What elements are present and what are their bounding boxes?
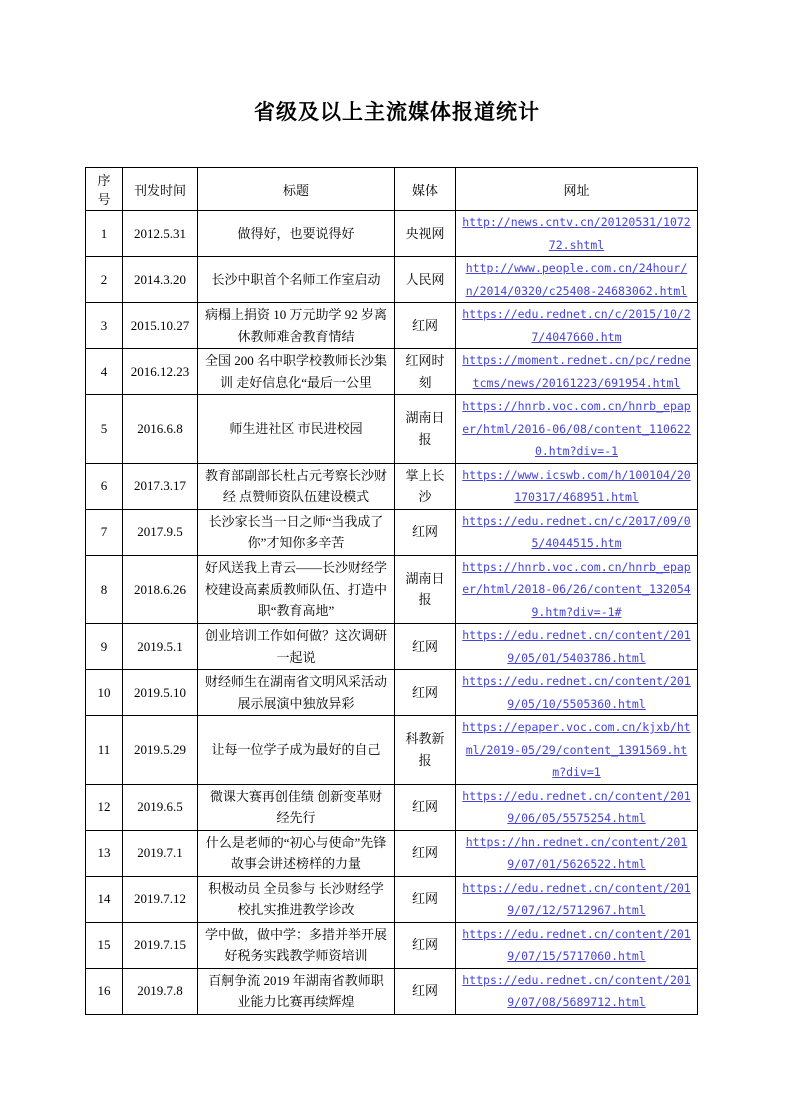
publish-date: 2016.6.8 — [137, 421, 183, 436]
article-link[interactable]: https://edu.rednet.cn/content/2019/05/01/5403786.html — [462, 628, 691, 665]
cell-media — [395, 463, 456, 509]
article-link[interactable]: https://www.icswb.com/h/100104/20170317/468951.html — [462, 467, 691, 504]
cell-media — [395, 968, 456, 1014]
cell-title — [198, 303, 395, 349]
table-row — [86, 349, 698, 395]
cell-index — [86, 555, 123, 624]
article-title: 什么是老师的“初心与使命”先锋故事会讲述榜样的力量 — [205, 834, 387, 871]
table-row — [86, 257, 698, 303]
row-index: 16 — [97, 983, 111, 999]
cell-index — [86, 784, 123, 830]
article-link[interactable]: https://edu.rednet.cn/content/2019/06/05/5575254.html — [462, 788, 691, 825]
cell-url — [456, 716, 698, 785]
row-index: 8 — [100, 581, 108, 597]
table-row — [86, 968, 698, 1014]
cell-media — [395, 830, 456, 876]
cell-url — [456, 670, 698, 716]
cell-index — [86, 968, 123, 1014]
cell-index — [86, 509, 123, 555]
article-link[interactable]: https://edu.rednet.cn/c/2017/09/05/4044515.htm — [462, 513, 691, 550]
article-title: 教育部副部长杜占元考察长沙财经 点赞师资队伍建设模式 — [204, 467, 387, 504]
media-name: 科教新报 — [405, 731, 445, 768]
col-header-media: 媒体 — [395, 168, 456, 211]
media-name: 红网 — [411, 799, 438, 815]
cell-media — [395, 876, 456, 922]
row-index: 12 — [97, 799, 111, 815]
cell-media — [395, 670, 456, 716]
cell-date — [123, 624, 198, 670]
row-index: 5 — [100, 421, 108, 436]
cell-url — [456, 968, 698, 1014]
row-index: 14 — [97, 891, 111, 907]
cell-url — [456, 211, 698, 257]
cell-title — [198, 830, 395, 876]
cell-date — [123, 968, 198, 1014]
publish-date: 2019.7.15 — [134, 937, 186, 953]
article-title: 百舸争流 2019 年湖南省教师职业能力比赛再续辉煌 — [208, 972, 384, 1009]
cell-url — [456, 509, 698, 555]
article-title: 好风送我上青云——长沙财经学校建设高素质教师队伍、打造中职“教育高地” — [204, 560, 387, 618]
cell-index — [86, 463, 123, 509]
publish-date: 2019.6.5 — [137, 799, 183, 815]
row-index: 3 — [100, 317, 108, 333]
cell-title — [198, 463, 395, 509]
table-header-row — [86, 168, 698, 211]
cell-media — [395, 257, 456, 303]
article-title: 让每一位学子成为最好的自己 — [211, 742, 381, 757]
article-title: 长沙家长当一日之师“当我成了你”才知你多辛苦 — [208, 513, 384, 550]
cell-title — [198, 257, 395, 303]
cell-date — [123, 830, 198, 876]
row-index: 2 — [100, 271, 108, 287]
cell-index — [86, 922, 123, 968]
media-name: 红网 — [411, 524, 438, 540]
cell-index — [86, 670, 123, 716]
cell-media — [395, 716, 456, 785]
cell-url — [456, 830, 698, 876]
publish-date: 2019.7.1 — [137, 845, 183, 861]
media-name: 红网时刻 — [405, 353, 445, 390]
media-name: 湖南日报 — [405, 410, 445, 447]
row-index: 10 — [97, 684, 111, 700]
cell-url — [456, 395, 698, 464]
cell-index — [86, 303, 123, 349]
col-header-date: 刊发时间 — [123, 168, 198, 211]
article-link[interactable]: https://edu.rednet.cn/c/2015/10/27/4047660.htm — [462, 307, 691, 344]
cell-title — [198, 670, 395, 716]
cell-date — [123, 716, 198, 785]
cell-media — [395, 211, 456, 257]
table-row — [86, 555, 698, 624]
cell-media — [395, 784, 456, 830]
cell-index — [86, 624, 123, 670]
article-title: 长沙中职首个名师工作室启动 — [211, 271, 381, 287]
publish-date: 2016.12.23 — [130, 363, 190, 379]
article-link[interactable]: http://news.cntv.cn/20120531/107272.shtml — [462, 215, 691, 252]
article-link[interactable]: https://edu.rednet.cn/content/2019/07/15/5717060.html — [462, 926, 691, 963]
publish-date: 2019.7.8 — [137, 983, 183, 999]
cell-title — [198, 555, 395, 624]
cell-media — [395, 555, 456, 624]
cell-media — [395, 509, 456, 555]
cell-date — [123, 395, 198, 464]
article-title: 病榻上捐资 10 万元助学 92 岁离休教师难舍教育情结 — [204, 307, 387, 344]
media-name: 央视网 — [405, 225, 445, 241]
cell-title — [198, 395, 395, 464]
media-name: 红网 — [411, 317, 438, 333]
cell-date — [123, 463, 198, 509]
article-link[interactable]: http://www.people.com.cn/24hour/n/2014/0320/c25408-24683062.html — [465, 261, 688, 298]
row-index: 4 — [100, 363, 108, 379]
cell-title — [198, 716, 395, 785]
col-header-url: 网址 — [456, 168, 698, 211]
cell-title — [198, 876, 395, 922]
col-header-title: 标题 — [198, 168, 395, 211]
cell-date — [123, 784, 198, 830]
article-link[interactable]: https://edu.rednet.cn/content/2019/07/12/5712967.html — [462, 880, 691, 917]
publish-date: 2015.10.27 — [130, 317, 190, 333]
publish-date: 2018.6.26 — [134, 581, 186, 597]
table-row — [86, 922, 698, 968]
cell-url — [456, 876, 698, 922]
article-title: 师生进社区 市民进校园 — [229, 421, 363, 436]
cell-index — [86, 395, 123, 464]
table-row — [86, 830, 698, 876]
table-row — [86, 876, 698, 922]
cell-date — [123, 303, 198, 349]
cell-index — [86, 830, 123, 876]
row-index: 11 — [97, 742, 111, 757]
cell-url — [456, 349, 698, 395]
cell-date — [123, 349, 198, 395]
media-name: 红网 — [411, 684, 438, 700]
article-title: 学中做，做中学：多措并举开展好税务实践教学师资培训 — [204, 926, 387, 963]
cell-index — [86, 349, 123, 395]
cell-url — [456, 784, 698, 830]
table-row — [86, 509, 698, 555]
row-index: 13 — [97, 845, 111, 861]
article-link[interactable]: https://hn.rednet.cn/content/2019/07/01/5626522.html — [465, 834, 688, 871]
article-title: 微课大赛再创佳绩 创新变革财经先行 — [209, 788, 383, 825]
article-title: 财经师生在湖南省文明风采活动展示展演中独放异彩 — [204, 674, 387, 711]
media-name: 人民网 — [405, 271, 445, 287]
article-title: 创业培训工作如何做？这次调研一起说 — [204, 628, 387, 665]
publish-date: 2019.5.10 — [134, 684, 186, 700]
media-name: 掌上长沙 — [405, 467, 445, 504]
publish-date: 2019.5.1 — [137, 638, 183, 654]
row-index: 7 — [100, 524, 108, 540]
cell-title — [198, 349, 395, 395]
cell-title — [198, 509, 395, 555]
table-row — [86, 716, 698, 785]
cell-title — [198, 922, 395, 968]
table-row — [86, 211, 698, 257]
cell-title — [198, 211, 395, 257]
cell-media — [395, 624, 456, 670]
publish-date: 2019.5.29 — [134, 742, 186, 757]
row-index: 15 — [97, 937, 111, 953]
article-link[interactable]: https://edu.rednet.cn/content/2019/05/10/5505360.html — [462, 674, 691, 711]
cell-url — [456, 303, 698, 349]
cell-index — [86, 211, 123, 257]
media-name: 红网 — [411, 937, 438, 953]
cell-date — [123, 555, 198, 624]
cell-url — [456, 555, 698, 624]
row-index: 6 — [100, 478, 108, 494]
media-report-table — [85, 167, 698, 1015]
table-row — [86, 395, 698, 464]
publish-date: 2017.3.17 — [134, 478, 186, 494]
article-link[interactable]: https://hnrb.voc.com.cn/hnrb_epaper/html/2018-06/26/content_1320549.htm?div=-1# — [462, 559, 691, 619]
table-row — [86, 670, 698, 716]
table-row — [86, 784, 698, 830]
cell-index — [86, 257, 123, 303]
cell-media — [395, 395, 456, 464]
article-title: 积极动员 全员参与 长沙财经学校扎实推进教学诊改 — [208, 880, 384, 917]
publish-date: 2017.9.5 — [137, 524, 183, 540]
cell-index — [86, 876, 123, 922]
media-name: 红网 — [411, 983, 438, 999]
publish-date: 2014.3.20 — [134, 271, 186, 287]
table-row — [86, 624, 698, 670]
row-index: 1 — [100, 225, 108, 241]
cell-media — [395, 922, 456, 968]
media-name: 红网 — [411, 891, 438, 907]
cell-date — [123, 670, 198, 716]
article-link[interactable]: https://moment.rednet.cn/pc/rednetcms/news/20161223/691954.html — [462, 353, 691, 390]
cell-date — [123, 509, 198, 555]
article-link[interactable]: https://epaper.voc.com.cn/kjxb/html/2019-05/29/content_1391569.htm?div=1 — [462, 720, 691, 779]
table-row — [86, 463, 698, 509]
table-row — [86, 303, 698, 349]
article-title: 做得好，也要说得好 — [237, 225, 355, 241]
article-title: 全国 200 名中职学校教师长沙集训 走好信息化“最后一公里 — [204, 353, 387, 390]
cell-date — [123, 211, 198, 257]
cell-url — [456, 463, 698, 509]
media-name: 红网 — [411, 638, 438, 654]
article-link[interactable]: https://hnrb.voc.com.cn/hnrb_epaper/html/2016-06/08/content_1106220.htm?div=-1 — [462, 399, 691, 458]
publish-date: 2012.5.31 — [134, 225, 186, 241]
row-index: 9 — [100, 638, 108, 654]
article-link[interactable]: https://edu.rednet.cn/content/2019/07/08/5689712.html — [462, 972, 691, 1009]
cell-title — [198, 968, 395, 1014]
cell-title — [198, 624, 395, 670]
media-name: 红网 — [411, 845, 438, 861]
cell-url — [456, 257, 698, 303]
cell-index — [86, 716, 123, 785]
cell-date — [123, 876, 198, 922]
cell-date — [123, 257, 198, 303]
cell-title — [198, 784, 395, 830]
media-name: 湖南日报 — [405, 570, 445, 608]
cell-date — [123, 922, 198, 968]
publish-date: 2019.7.12 — [134, 891, 186, 907]
col-header-index: 序号 — [86, 168, 123, 211]
cell-url — [456, 922, 698, 968]
cell-media — [395, 303, 456, 349]
cell-url — [456, 624, 698, 670]
cell-media — [395, 349, 456, 395]
page-title: 省级及以上主流媒体报道统计 — [254, 101, 540, 124]
